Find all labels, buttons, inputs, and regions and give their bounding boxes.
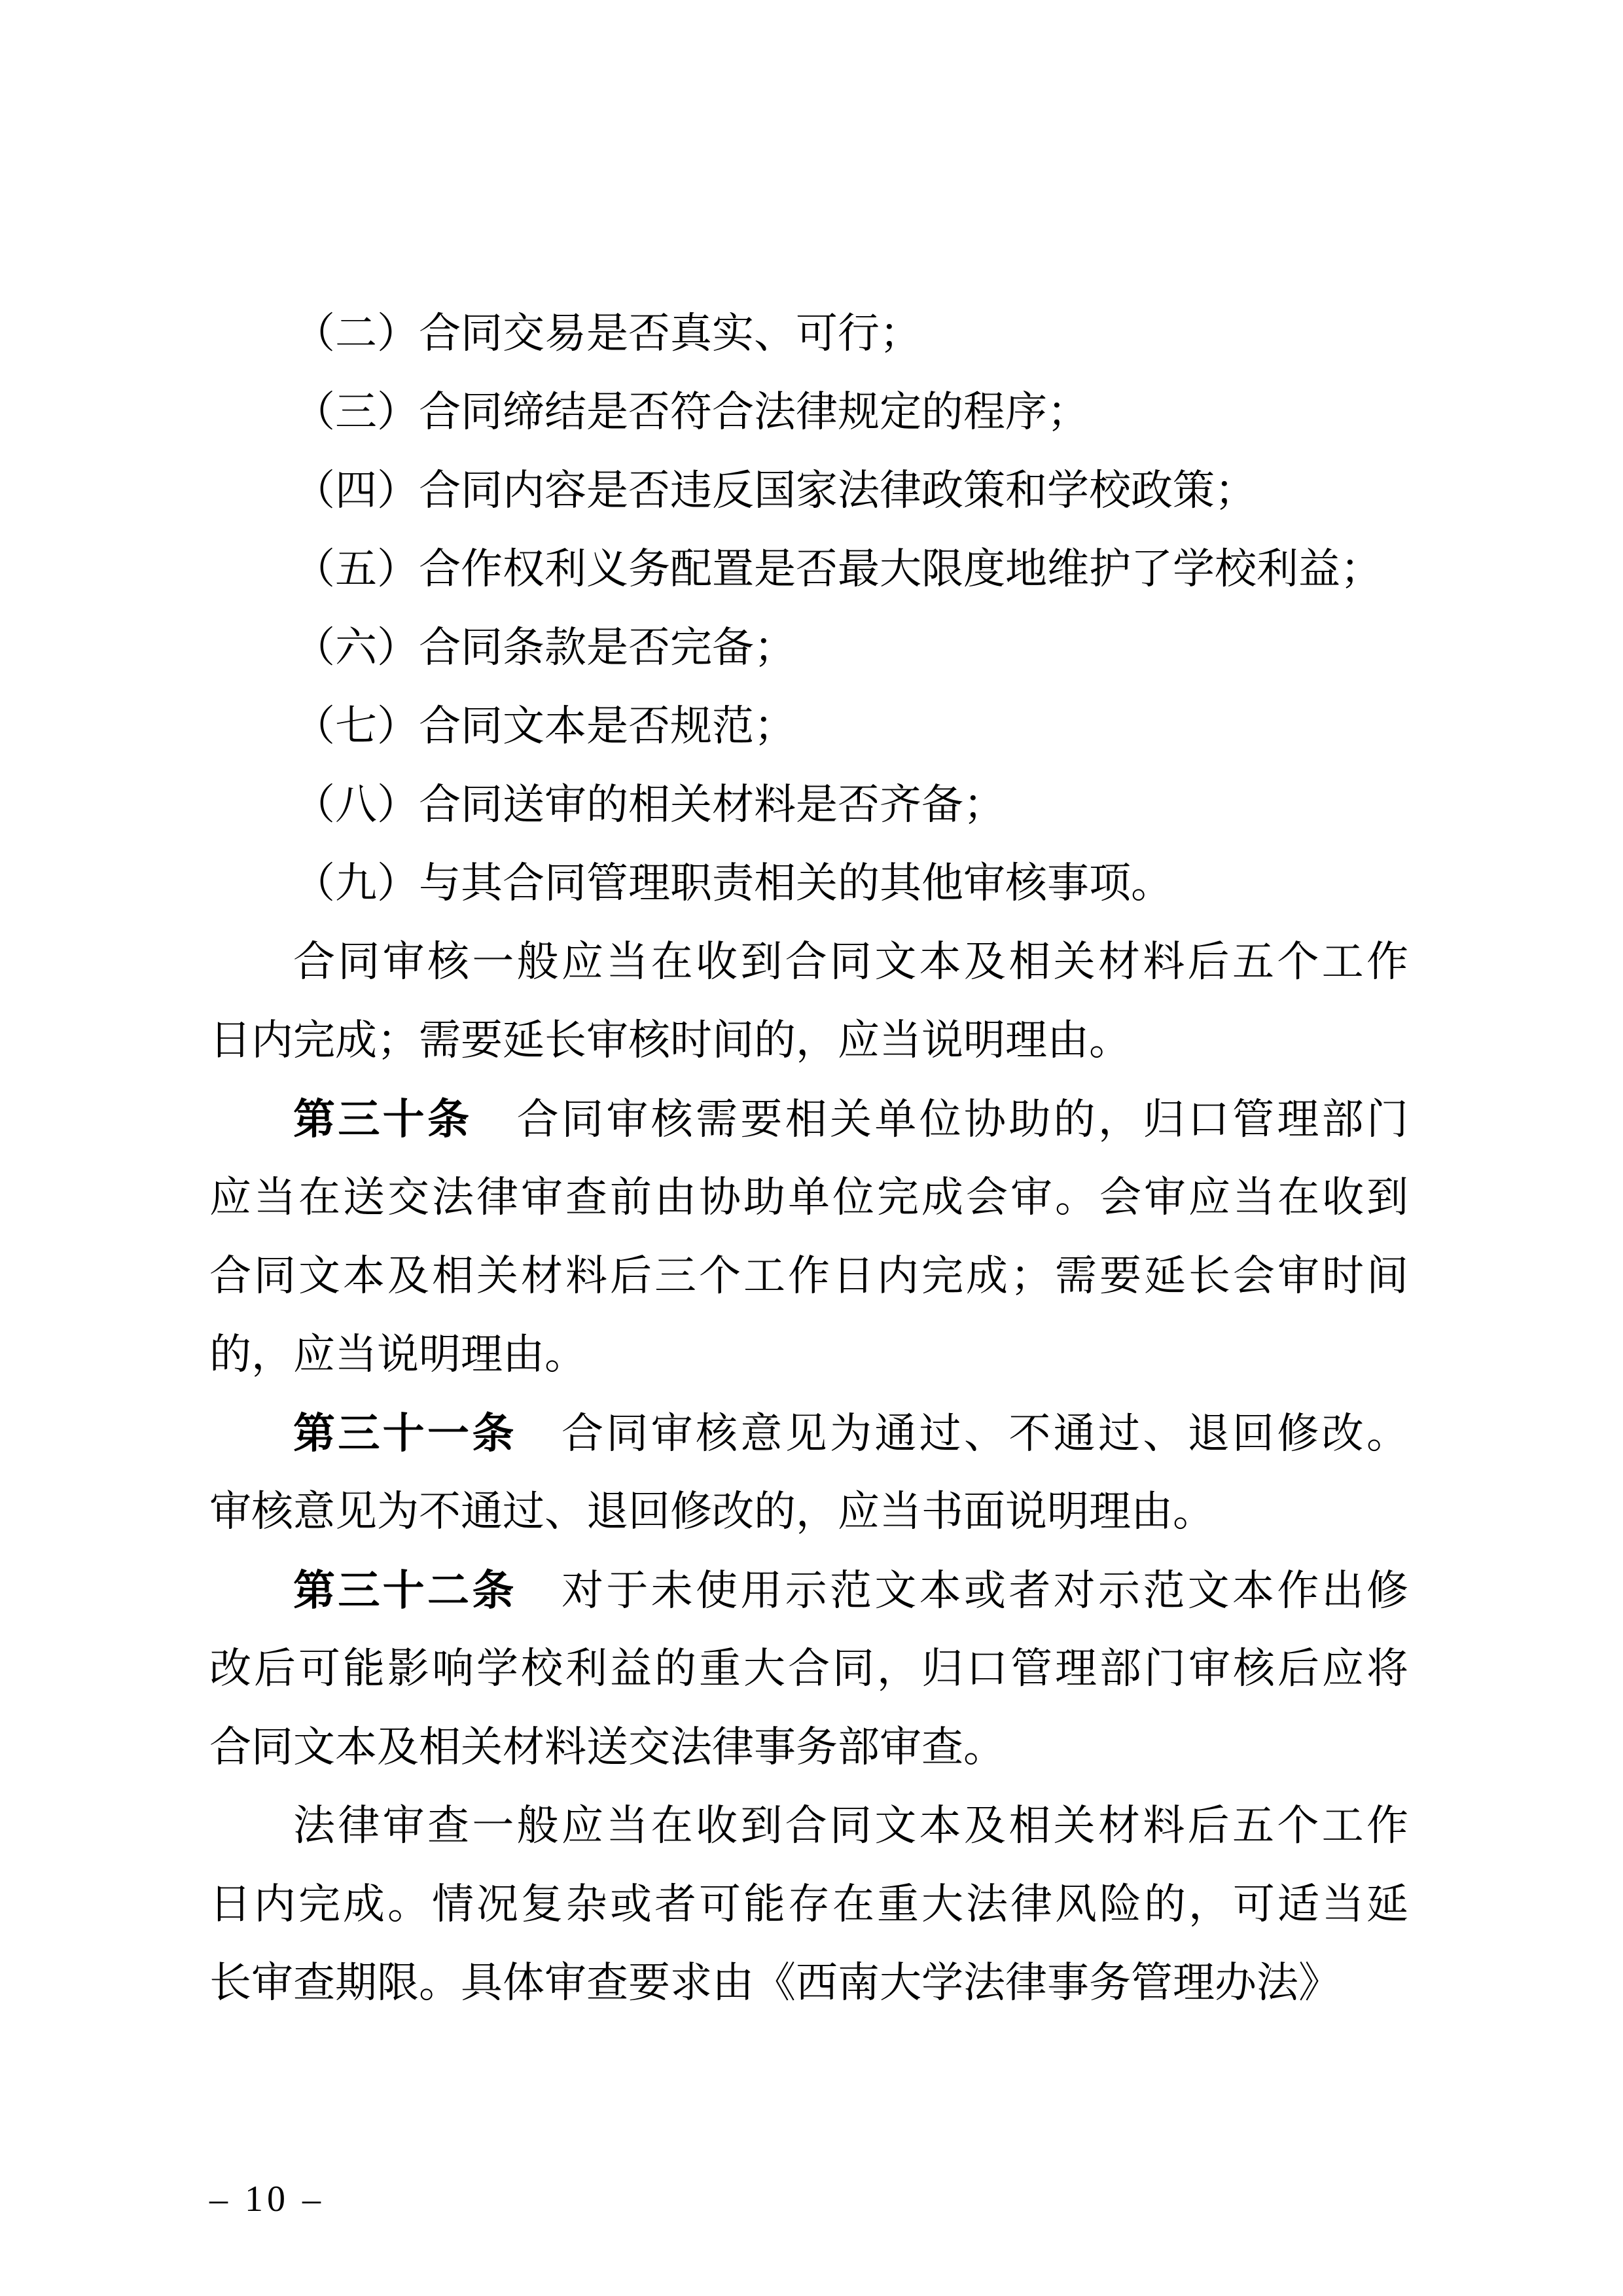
line-text: 合同文本及相关材料后三个工作日内完成；需要延长会审时间 bbox=[209, 1253, 1408, 1299]
line-text: 合同审核意见为通过、不通过、退回修改。 bbox=[516, 1410, 1409, 1457]
text-line bbox=[209, 1001, 1408, 1080]
text-line bbox=[209, 1237, 1408, 1316]
text-line bbox=[209, 1080, 1408, 1158]
line-text: 长审查期限。具体审查要求由《西南大学法律事务管理办法》 bbox=[209, 1960, 1340, 2006]
line-text: （五）合作权利义务配置是否最大限度地维护了学校利益； bbox=[293, 546, 1382, 592]
line-text: （九）与其合同管理职责相关的其他审核事项。 bbox=[293, 860, 1173, 906]
line-text: 合同审核需要相关单位协助的，归口管理部门 bbox=[472, 1096, 1409, 1143]
line-text: （二）合同交易是否真实、可行； bbox=[293, 310, 921, 357]
line-text: 法律审查一般应当在收到合同文本及相关材料后五个工作 bbox=[293, 1803, 1408, 1849]
line-text: （六）合同条款是否完备； bbox=[293, 624, 796, 671]
line-text: 的，应当说明理由。 bbox=[209, 1331, 586, 1378]
line-text: 应当在送交法律审查前由协助单位完成会审。会审应当在收到 bbox=[209, 1174, 1408, 1221]
text-line bbox=[209, 844, 1408, 923]
text-line bbox=[209, 1630, 1408, 1708]
line-text: （三）合同缔结是否符合法律规定的程序； bbox=[293, 389, 1089, 435]
text-line bbox=[209, 530, 1408, 609]
text-line bbox=[209, 1787, 1408, 1865]
line-text: 改后可能影响学校利益的重大合同，归口管理部门审核后应将 bbox=[209, 1645, 1408, 1692]
document-body bbox=[209, 295, 1408, 2022]
text-line bbox=[209, 1394, 1408, 1473]
text-line bbox=[209, 1551, 1408, 1630]
clause-number: 第三十一条 bbox=[293, 1410, 517, 1457]
text-line bbox=[209, 1865, 1408, 1944]
text-line bbox=[209, 373, 1408, 452]
clause-number: 第三十条 bbox=[293, 1096, 473, 1143]
line-text: 日内完成。情况复杂或者可能存在重大法律风险的，可适当延 bbox=[209, 1881, 1408, 1928]
text-line bbox=[209, 452, 1408, 530]
page-number: – 10 – bbox=[209, 2179, 325, 2219]
line-text: 合同文本及相关材料送交法律事务部审查。 bbox=[209, 1724, 1005, 1770]
text-line bbox=[209, 1316, 1408, 1394]
text-line bbox=[209, 609, 1408, 687]
clause-number: 第三十二条 bbox=[293, 1567, 517, 1614]
line-text: 审核意见为不通过、退回修改的，应当书面说明理由。 bbox=[209, 1488, 1215, 1535]
text-line bbox=[209, 295, 1408, 373]
text-line bbox=[209, 766, 1408, 844]
line-text: 日内完成；需要延长审核时间的，应当说明理由。 bbox=[209, 1017, 1131, 1064]
text-line bbox=[209, 687, 1408, 766]
line-text: （四）合同内容是否违反国家法律政策和学校政策； bbox=[293, 467, 1257, 514]
text-line bbox=[209, 1944, 1408, 2022]
text-line bbox=[209, 1473, 1408, 1551]
text-line bbox=[209, 923, 1408, 1001]
line-text: （八）合同送审的相关材料是否齐备； bbox=[293, 781, 1005, 828]
text-line bbox=[209, 1708, 1408, 1787]
line-text: 对于未使用示范文本或者对示范文本作出修 bbox=[516, 1568, 1409, 1614]
line-text: （七）合同文本是否规范； bbox=[293, 703, 796, 749]
line-text: 合同审核一般应当在收到合同文本及相关材料后五个工作 bbox=[293, 939, 1408, 985]
text-line bbox=[209, 1158, 1408, 1237]
